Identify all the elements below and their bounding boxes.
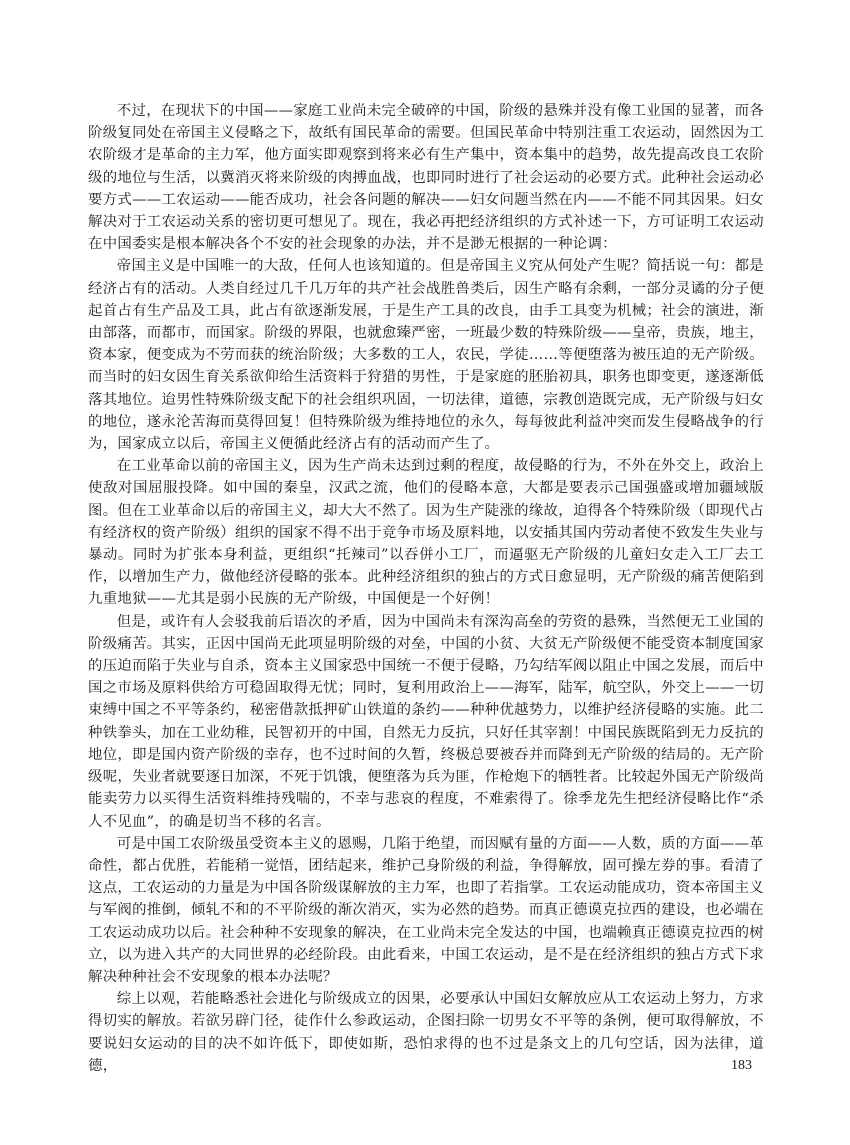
paragraph-2: 帝国主义是中国唯一的大敌，任何人也该知道的。但是帝国主义究从何处产生呢？简括说一句：都是经济占有的活动。人类自经过几千几万年的共产社会战胜兽类后，因生产略有余剩，一部分灵谲的分子便起首占有生产品及工具，此占有欲逐渐发展，于是生产工具的改良，由手工具变为机械；社会的演进，渐由部落，而都市，而国家。阶级的界限，也就愈臻严密，一班最少数的特殊阶级——皇帝，贵族，地主，资本家，便变成为不劳而获的统治阶级；大多数的工人，农民，学徒……等便堕落为被压迫的无产阶级。而当时的妇女因生育关系欲仰给生活资料于狩猎的男性，于是家庭的胚胎初具，职务也即变更，遂逐渐低落其地位。迨男性特殊阶级支配下的社会组织巩固，一切法律，道德，宗教创造既完成，无产阶级与妇女的地位，遂永沦苦海而莫得回复！但特殊阶级为维持地位的永久，每每彼此利益冲突而发生侵略战争的行为，国家成立以后，帝国主义便循此经济占有的活动而产生了。 — [88, 258, 764, 453]
paragraph-5: 可是中国工农阶级虽受资本主义的恩赐，几陷于绝望，而因赋有量的方面——人数，质的方面——革命性，都占优胜，若能稍一觉悟，团结起来，维护己身阶级的利益，争得解放，固可操左券的事。看清了这点，工农运动的力量是为中国各阶级谋解放的主力军，也即了若指掌。工农运动能成功，资本帝国主义与军阀的推倒，倾轧不和的不平阶级的渐次消灭，实为必然的趋势。而真正德谟克拉西的建设，也必端在工农运动成功以后。社会种种不安现象的解决，在工业尚未完全发达的中国，也端赖真正德谟克拉西的树立，以为进入共产的大同世界的必经阶段。由此看来，中国工农运动，是不是在经济组织的独占方式下求解决种种社会不安现象的根本办法呢？ — [88, 835, 764, 985]
page-number: 183 — [731, 1058, 752, 1073]
paragraph-1: 不过，在现状下的中国——家庭工业尚未完全破碎的中国，阶级的悬殊并没有像工业国的显著，而各阶级复同处在帝国主义侵略之下，故纸有国民革命的需要。但国民革命中特别注重工农运动，固然因为工农阶级才是革命的主力军，他方面实即观察到将来必有生产集中，资本集中的趋势，故先提高改良工农阶级的地位与生活，以冀消灭将来阶级的肉搏血战，也即同时进行了社会运动的必要方式。此种社会运动必要方式——工农运动——能否成功，社会各问题的解决——妇女问题当然在内——不能不同其因果。妇女解决对于工农运动关系的密切更可想见了。现在，我必再把经济组织的方式补述一下，方可证明工农运动在中国委实是根本解决各个不安的社会现象的办法，并不是渺无根据的一种论调： — [88, 103, 764, 253]
document-page — [88, 100, 764, 1077]
paragraph-6: 综上以观，若能略悉社会进化与阶级成立的因果，必要承认中国妇女解放应从工农运动上努力，方求得切实的解放。若欲另辟门径，徒作什么参政运动，企图扫除一切男女不平等的条例，便可取得解放，不要说妇女运动的目的决不如许低下，即使如斯，恐怕求得的也不过是条文上的几句空话，因为法律，道德， — [88, 991, 764, 1074]
paragraph-4: 但是，或许有人会驳我前后语次的矛盾，因为中国尚未有深沟高垒的劳资的悬殊，当然便无工业国的阶级痛苦。其实，正因中国尚无此项显明阶级的对垒，中国的小贫、大贫无产阶级便不能受资本制度国家的压迫而陷于失业与自杀，资本主义国家恐中国统一不便于侵略，乃勾结军阀以阻止中国之发展，而后中国之市场及原料供给方可稳固取得无忧；同时，复利用政治上——海军，陆军，航空队，外交上——一切束缚中国之不平等条约，秘密借款抵押矿山铁道的条约——种种优越势力，以维护经济侵略的实施。此二种铁拳头，加在工业幼稚，民智初开的中国，自然无力反抗，只好任其宰割！中国民族既陷到无力反抗的地位，即是国内资产阶级的幸存，也不过时间的久暂，终极总要被吞并而降到无产阶级的结局的。无产阶级呢，失业者就要逐日加深，不死于饥饿，便堕落为兵为匪，作枪炮下的牺牲者。比较起外国无产阶级尚能卖劳力以买得生活资料维持残喘的，不幸与悲哀的程度，不难索得了。徐季龙先生把经济侵略比作“杀人不见血”，的确是切当不移的名言。 — [88, 613, 764, 830]
paragraph-3: 在工业革命以前的帝国主义，因为生产尚未达到过剩的程度，故侵略的行为，不外在外交上，政治上使敌对国屈服投降。如中国的秦皇，汉武之流，他们的侵略本意，大都是要表示己国强盛或增加疆域版图。但在工业革命以后的帝国主义，却大大不然了。因为生产陡涨的缘故，迫得各个特殊阶级（即现代占有经济权的资产阶级）组织的国家不得不出于竞争市场及原料地，以安插其国内劳动者使不致发生失业与暴动。同时为扩张本身利益，更组织“托辣司”以吞併小工厂，而逼驱无产阶级的儿童妇女走入工厂去工作，以增加生产力，做他经济侵略的张本。此种经济组织的独占的方式日愈显明，无产阶级的痛苦便陷到九重地狱——尤其是弱小民族的无产阶级，中国便是一个好例！ — [88, 458, 764, 608]
